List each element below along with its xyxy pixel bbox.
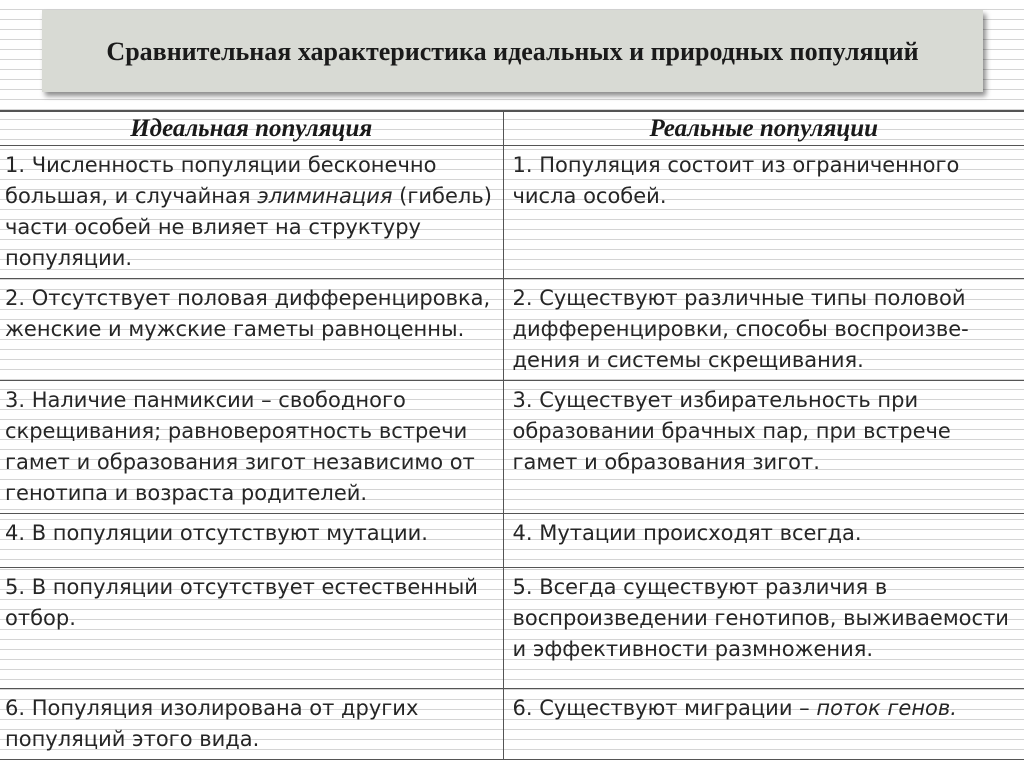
table-row <box>0 381 1024 514</box>
table-row <box>0 514 1024 568</box>
comparison-table <box>0 110 1024 760</box>
cell-ideal-2: 2. Отсутствует половая дифференцировка, женские и мужские гаметы равноценны. <box>0 279 503 381</box>
header-real-populations: Реальные популяции <box>503 111 1024 146</box>
cell-real-1: 1. Популяция состоит из ограниченного числа особей. <box>503 146 1024 279</box>
cell-real-4: 4. Мутации происходят всегда. <box>503 514 1024 568</box>
table-header-row <box>0 111 1024 146</box>
term-gene-flow: поток генов. <box>816 696 957 720</box>
slide-title: Сравнительная характеристика идеальных и природных популяций <box>106 36 919 66</box>
table-row <box>0 279 1024 381</box>
header-ideal-population: Идеальная популяция <box>0 111 503 146</box>
cell-ideal-6: 6. Популяция изолирована от других популяций этого вида. <box>0 689 503 760</box>
table-row <box>0 146 1024 279</box>
cell-ideal-3: 3. Наличие панмиксии – свободного скрещивания; равновероятность встречи гамет и образования зигот независимо от генотипа и возраста родителей. <box>0 381 503 514</box>
cell-real-2: 2. Существуют различные типы половой дифференцировки, способы воспроизве-дения и системы скрещивания. <box>503 279 1024 381</box>
title-banner <box>42 10 983 92</box>
table-row <box>0 568 1024 689</box>
cell-ideal-5: 5. В популяции отсутствует естественный отбор. <box>0 568 503 689</box>
cell-real-5: 5. Всегда существуют различия в воспроизведении генотипов, выживаемости и эффективности размножения. <box>503 568 1024 689</box>
term-elimination: элиминация <box>257 184 393 208</box>
cell-real-6: 6. Существуют миграции – поток генов. <box>503 689 1024 760</box>
cell-real-3: 3. Существует избирательность при образовании брачных пар, при встрече гамет и образования зигот. <box>503 381 1024 514</box>
cell-ideal-1: 1. Численность популяции бесконечно большая, и случайная элиминация (гибель) части особей не влияет на структуру популяции. <box>0 146 503 279</box>
table-row <box>0 689 1024 760</box>
cell-ideal-4: 4. В популяции отсутствуют мутации. <box>0 514 503 568</box>
